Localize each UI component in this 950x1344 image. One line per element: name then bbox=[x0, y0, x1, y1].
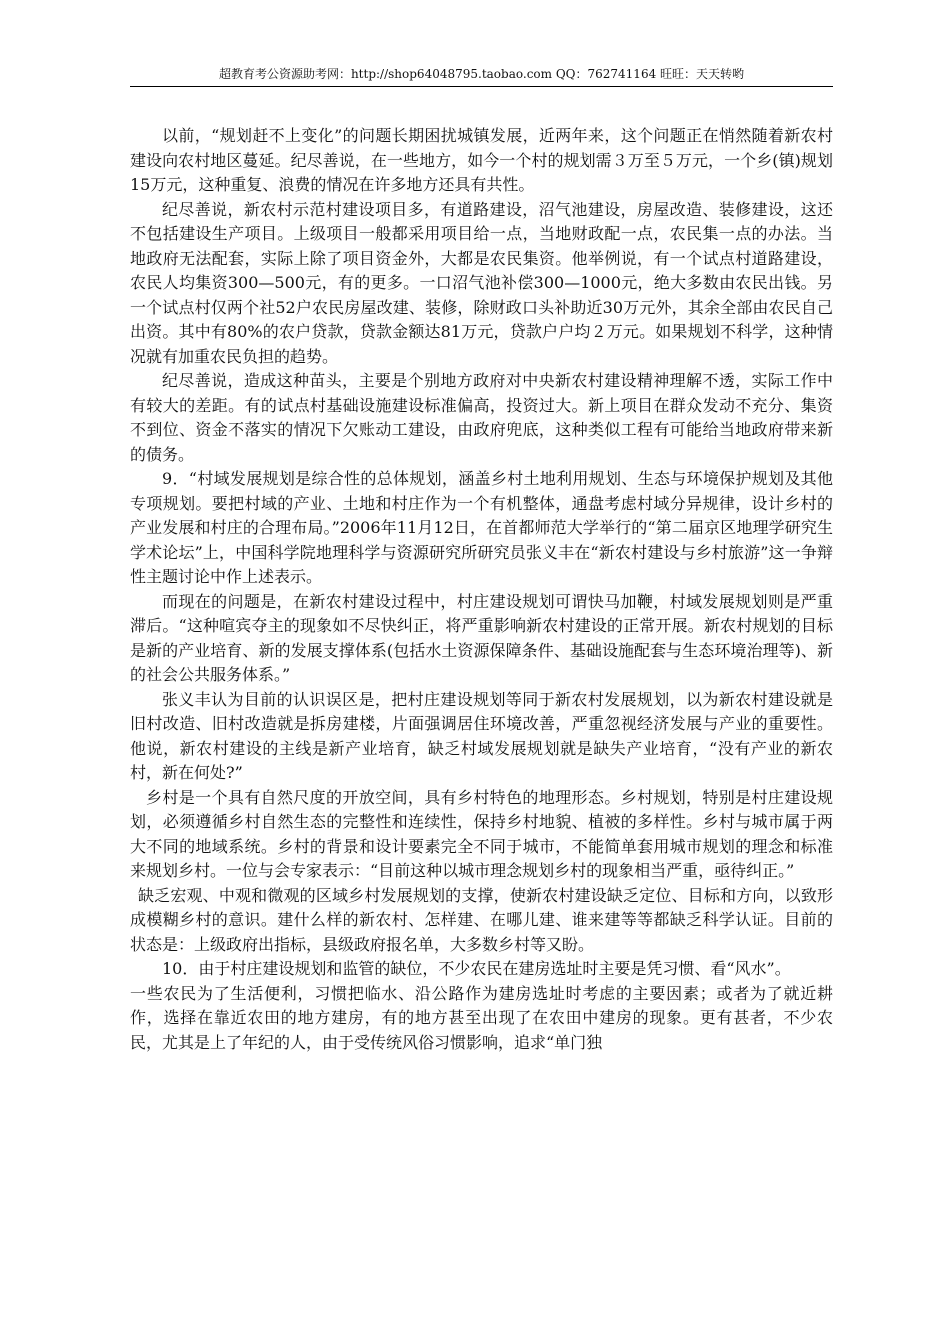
paragraph: 纪尽善说，新农村示范村建设项目多，有道路建设，沼气池建设，房屋改造、装修建设，这还不包括建设生产项目。上级项目一般都采用项目给一点，当地财政配一点，农民集一点的办法。当地政府无法配套，实际上除了项目资金外，大都是农民集资。他举例说，有一个试点村道路建设，农民人均集资300—500元，有的更多。一口沼气池补偿300—1000元，绝大多数由农民出钱。另一个试点村仅两个社52户农民房屋改建、装修，除财政口头补助近30万元外，其余全部由农民自己出资。其中有80%的农户贷款，贷款金额达81万元，贷款户户均２万元。如果规划不科学，这种情况就有加重农民负担的趋势。 bbox=[130, 199, 833, 366]
page-header: 超教育考公资源助考网：http://shop64048795.taobao.com QQ：762741164 旺旺：天天转哟 bbox=[218, 67, 745, 81]
paragraph: 9．“村域发展规划是综合性的总体规划，涵盖乡村土地利用规划、生态与环境保护规划及其他专项规划。要把村域的产业、土地和村庄作为一个有机整体，通盘考虑村域分异规律，设计乡村的产业发展和村庄的合理布局。”2006年11月12日，在首都师范大学举行的“第二届京区地理学研究生学术论坛”上，中国科学院地理科学与资源研究所研究员张义丰在“新农村建设与乡村旅游”这一争辩性主题讨论中作上述表示。 bbox=[130, 469, 833, 586]
paragraph: 纪尽善说，造成这种苗头，主要是个别地方政府对中央新农村建设精神理解不透，实际工作中有较大的差距。有的试点村基础设施建设标准偏高，投资过大。新上项目在群众发动不充分、集资不到位、资金不落实的情况下欠账动工建设，由政府兜底，这种类似工程有可能给当地政府带来新的债务。 bbox=[130, 371, 833, 464]
paragraph: 张义丰认为目前的认识误区是，把村庄建设规划等同于新农村发展规划，以为新农村建设就是旧村改造、旧村改造就是拆房建楼，片面强调居住环境改善，严重忽视经济发展与产业的重要性。他说，新农村建设的主线是新产业培育，缺乏村域发展规划就是缺失产业培育，“没有产业的新农村，新在何处?” bbox=[130, 689, 833, 782]
document-body bbox=[130, 124, 833, 1055]
paragraph: 一些农民为了生活便利，习惯把临水、沿公路作为建房选址时考虑的主要因素；或者为了就近耕作，选择在靠近农田的地方建房，有的地方甚至出现了在农田中建房的现象。更有甚者，不少农民，尤其是上了年纪的人，由于受传统风俗习惯影响，追求“单门独 bbox=[130, 983, 833, 1052]
paragraph: 10．由于村庄建设规划和监管的缺位，不少农民在建房选址时主要是凭习惯、看“风水”。 bbox=[162, 959, 791, 978]
paragraph: 缺乏宏观、中观和微观的区域乡村发展规划的支撑，使新农村建设缺乏定位、目标和方向，以致形成模糊乡村的意识。建什么样的新农村、怎样建、在哪儿建、谁来建等等都缺乏科学认证。目前的状态是：上级政府出指标，县级政府报名单，大多数乡村等又盼。 bbox=[130, 885, 833, 954]
paragraph: 而现在的问题是，在新农村建设过程中，村庄建设规划可谓快马加鞭，村域发展规划则是严重滞后。“这种喧宾夺主的现象如不尽快纠正，将严重影响新农村建设的正常开展。新农村规划的目标是新的产业培育、新的发展支撑体系(包括水土资源保障条件、基础设施配套与生态环境治理等)、新的社会公共服务体系。” bbox=[130, 591, 833, 684]
paragraph: 以前，“规划赶不上变化”的问题长期困扰城镇发展，近两年来，这个问题正在悄然随着新农村建设向农村地区蔓延。纪尽善说，在一些地方，如今一个村的规划需３万至５万元，一个乡(镇)规划15万元，这种重复、浪费的情况在许多地方还具有共性。 bbox=[130, 126, 833, 194]
paragraph: 乡村是一个具有自然尺度的开放空间，具有乡村特色的地理形态。乡村规划，特别是村庄建设规划，必须遵循乡村自然生态的完整性和连续性，保持乡村地貌、植被的多样性。乡村与城市属于两大不同的地域系统。乡村的背景和设计要素完全不同于城市，不能简单套用城市规划的理念和标准来规划乡村。一位与会专家表示：“目前这种以城市理念规划乡村的现象相当严重，亟待纠正。” bbox=[130, 787, 833, 880]
header-rule bbox=[130, 86, 833, 87]
